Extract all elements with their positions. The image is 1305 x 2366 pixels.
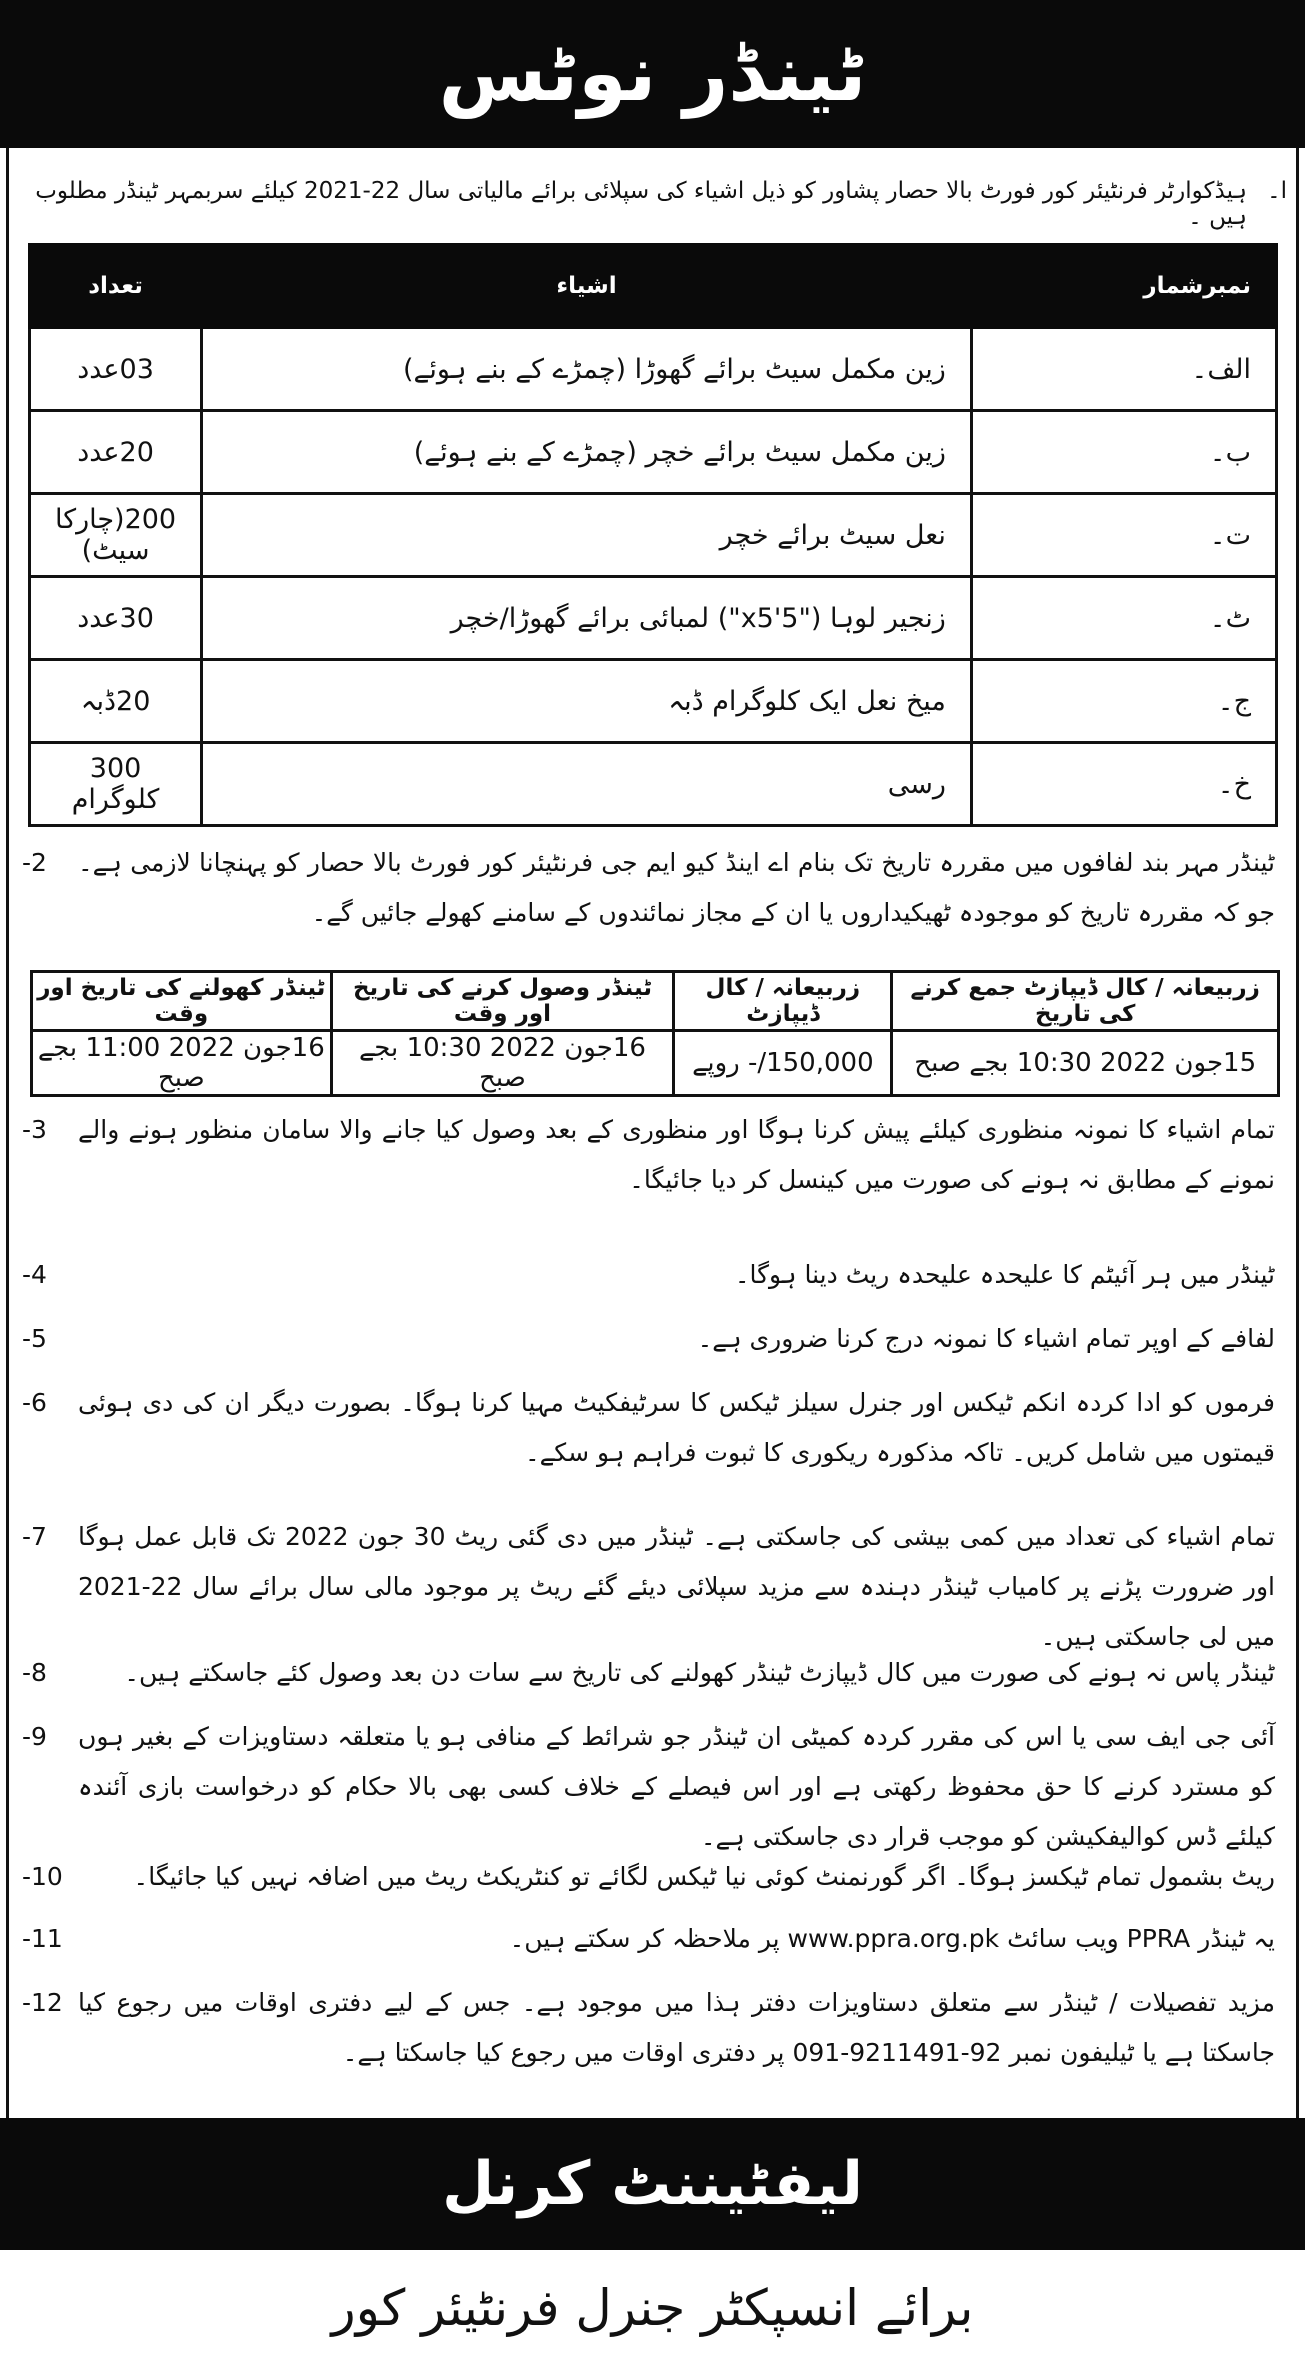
row-item: نعل سیٹ برائے خچر — [202, 494, 972, 577]
header-item: اشیاء — [202, 245, 972, 328]
row-serial: ٹ۔ — [971, 577, 1276, 660]
paragraph-number: -4 — [22, 1260, 47, 1289]
row-item: میخ نعل ایک کلوگرام ڈبہ — [202, 660, 972, 743]
table-row — [30, 660, 1277, 743]
row-item: زنجیر لوہا ("5'x5") لمبائی برائے گھوڑا/خچر — [202, 577, 972, 660]
row-serial: ت۔ — [971, 494, 1276, 577]
row-serial: ج۔ — [971, 660, 1276, 743]
table-row — [32, 1031, 1279, 1096]
paragraph-text: ریٹ بشمول تمام ٹیکسز ہوگا۔ اگر گورنمنٹ کوئی نیا ٹیکس لگائے تو کنٹریکٹ ریٹ میں اضافہ نہیں کیا جائیگا۔ — [133, 1862, 1275, 1891]
intro-paragraph — [30, 178, 1287, 230]
row-serial: خ۔ — [971, 743, 1276, 826]
table-row — [30, 577, 1277, 660]
schedule-header-cell: ٹینڈر وصول کرنے کی تاریخ اور وقت — [331, 972, 674, 1031]
row-qty: 300 کلوگرام — [30, 743, 202, 826]
row-qty: 20ڈبہ — [30, 660, 202, 743]
paragraph-12 — [22, 1978, 1275, 2078]
schedule-header-cell: زربیعانہ / کال ڈیپازٹ جمع کرنے کی تاریخ — [892, 972, 1279, 1031]
row-item: رسی — [202, 743, 972, 826]
schedule-header — [32, 972, 1279, 1031]
paragraph-text: مزید تفصیلات / ٹینڈر سے متعلق دستاویزات دفتر ہذا میں موجود ہے۔ جس کے لیے دفتری اوقات میں رجوع کیا جاسکتا ہے یا ٹیلیفون نمبر 92-9211491-091 پر دفتری اوقات میں رجوع کیا جاسکتا ہے۔ — [78, 1988, 1275, 2067]
paragraph-number: -7 — [22, 1522, 47, 1551]
intro-text: ہیڈکوارٹر فرنٹیئر کور فورٹ بالا حصار پشاور کو ذیل اشیاء کی سپلائی برائے مالیاتی سال 22-2021 کیلئے سربمہر ٹینڈر مطلوب ہیں ۔ — [35, 178, 1247, 230]
table-row — [30, 494, 1277, 577]
row-qty: 30عدد — [30, 577, 202, 660]
paragraph-3 — [22, 1105, 1275, 1205]
paragraph-text: تمام اشیاء کا نمونہ منظوری کیلئے پیش کرنا ہوگا اور منظوری کے بعد وصول کیا جانے والا سامان منظور ہونے والے نمونے کے مطابق نہ ہونے کی صورت میں کینسل کر دیا جائیگا۔ — [78, 1115, 1275, 1194]
paragraph-text: ٹینڈر میں ہر آئیٹم کا علیحدہ علیحدہ ریٹ دینا ہوگا۔ — [734, 1260, 1275, 1289]
row-qty: 20عدد — [30, 411, 202, 494]
signature-title: لیفٹیننٹ کرنل — [0, 2118, 1305, 2250]
paragraph-number: -10 — [22, 1862, 63, 1891]
paragraph-9 — [22, 1712, 1275, 1862]
paragraph-number: -6 — [22, 1388, 47, 1417]
paragraph-text: ٹینڈر مہر بند لفافوں میں مقررہ تاریخ تک بنام اے اینڈ کیو ایم جی فرنٹیئر کور فورٹ بالا حصار کو پہنچانا لازمی ہے۔ جو کہ مقررہ تاریخ کو موجودہ ٹھیکیداروں یا ان کے مجاز نمائندوں کے سامنے کھولے جائیں گے۔ — [78, 848, 1275, 927]
paragraph-text: لفافے کے اوپر تمام اشیاء کا نمونہ درج کرنا ضروری ہے۔ — [697, 1324, 1275, 1353]
paragraph-text: یہ ٹینڈر PPRA ویب سائٹ www.ppra.org.pk پر ملاحظہ کر سکتے ہیں۔ — [509, 1924, 1275, 1953]
paragraph-11 — [22, 1914, 1275, 1964]
table-row — [30, 328, 1277, 411]
schedule-value: 16جون 2022 11:00 بجے صبح — [32, 1031, 332, 1096]
schedule-value: 15جون 2022 10:30 بجے صبح — [892, 1031, 1279, 1096]
notice-title: ٹینڈر نوٹس — [0, 0, 1305, 148]
paragraph-7 — [22, 1512, 1275, 1662]
schedule-header-cell: زربیعانہ / کال ڈیپازٹ — [674, 972, 892, 1031]
schedule-value: 150,000/- روپے — [674, 1031, 892, 1096]
paragraph-2 — [22, 838, 1275, 938]
paragraph-number: -8 — [22, 1658, 47, 1687]
row-serial: ب۔ — [971, 411, 1276, 494]
paragraph-6 — [22, 1378, 1275, 1478]
paragraph-number: -9 — [22, 1722, 47, 1751]
items-table-header — [30, 245, 1277, 328]
header-qty: تعداد — [30, 245, 202, 328]
paragraph-number: -3 — [22, 1115, 47, 1144]
paragraph-8 — [22, 1648, 1275, 1698]
footer-designation: برائے انسپکٹر جنرل فرنٹیئر کور — [331, 2279, 974, 2337]
row-qty: 03عدد — [30, 328, 202, 411]
row-item: زین مکمل سیٹ برائے خچر (چمڑے کے بنے ہوئے) — [202, 411, 972, 494]
row-item: زین مکمل سیٹ برائے گھوڑا (چمڑے کے بنے ہوئے) — [202, 328, 972, 411]
paragraph-text: آئی جی ایف سی یا اس کی مقرر کردہ کمیٹی ان ٹینڈر جو شرائط کے منافی ہو یا متعلقہ دستاویزات کے بغیر ہوں کو مسترد کرنے کا حق محفوظ رکھتی ہے اور اس فیصلے کے خلاف کسی بھی بالا حکام کو درخواست بازی آئندہ کیلئے ڈس کوالیفکیشن کو موجب قرار دی جاسکتی ہے۔ — [78, 1722, 1275, 1851]
schedule-header-cell: ٹینڈر کھولنے کی تاریخ اور وقت — [32, 972, 332, 1031]
table-row — [30, 743, 1277, 826]
paragraph-text: تمام اشیاء کی تعداد میں کمی بیشی کی جاسکتی ہے۔ ٹینڈر میں دی گئی ریٹ 30 جون 2022 تک قابل عمل ہوگا اور ضرورت پڑنے پر کامیاب ٹینڈر دہندہ سے مزید سپلائی دیئے گئے ریٹ پر موجود مالی سال برائے سال 22-2021 میں لی جاسکتی ہیں۔ — [78, 1522, 1276, 1651]
row-serial: الف۔ — [971, 328, 1276, 411]
paragraph-5 — [22, 1314, 1275, 1364]
paragraph-text: فرموں کو ادا کردہ انکم ٹیکس اور جنرل سیلز ٹیکس کا سرٹیفکیٹ مہیا کرنا ہوگا۔ بصورت دیگر ان کی دی ہوئی قیمتوں میں شامل کریں۔ تاکہ مذکورہ ریکوری کا ثبوت فراہم ہو سکے۔ — [78, 1388, 1275, 1467]
paragraph-number: -11 — [22, 1924, 63, 1953]
paragraph-10 — [22, 1852, 1275, 1902]
paragraph-number: -2 — [22, 848, 47, 877]
items-table — [28, 243, 1278, 827]
header-serial: نمبرشمار — [971, 245, 1276, 328]
paragraph-4 — [22, 1250, 1275, 1300]
schedule-table — [30, 970, 1280, 1097]
paragraph-number: -12 — [22, 1988, 63, 2017]
intro-number: ا۔ — [1267, 178, 1287, 204]
table-row — [30, 411, 1277, 494]
schedule-value: 16جون 2022 10:30 بجے صبح — [331, 1031, 674, 1096]
row-qty: 200(چارکا سیٹ) — [30, 494, 202, 577]
paragraph-text: ٹینڈر پاس نہ ہونے کی صورت میں کال ڈیپازٹ ٹینڈر کھولنے کی تاریخ سے سات دن بعد وصول کئے جاسکتے ہیں۔ — [124, 1658, 1275, 1687]
paragraph-number: -5 — [22, 1324, 47, 1353]
